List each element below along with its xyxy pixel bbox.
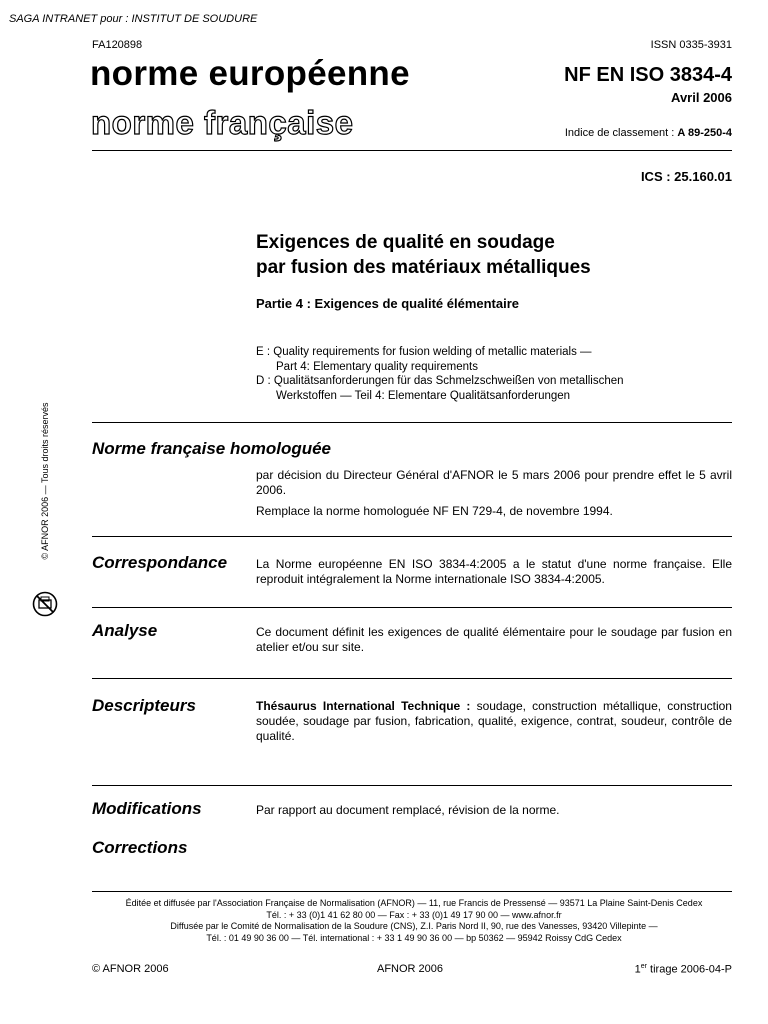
document-title-line2: par fusion des matériaux métalliques (256, 257, 591, 278)
section-title-homologuee: Norme française homologuée (92, 439, 332, 458)
issn: ISSN 0335-3931 (650, 39, 732, 51)
document-code: FA120898 (92, 39, 143, 51)
translation-german-1: D : Qualitätsanforderungen für das Schmelzschweißen von metallischen (256, 375, 624, 387)
footer-line-1: Éditée et diffusée par l'Association Française de Normalisation (AFNOR) — 11, rue Francis de Pressensé — 93571 La Plaine Saint-Denis Cedex (125, 898, 703, 908)
section-text-homologuee-decision: par décision du Directeur Général d'AFNOR le 5 mars 2006 pour prendre effet le 5 avril 2006. (256, 468, 732, 497)
ics-code: ICS : 25.160.01 (640, 169, 732, 184)
thesaurus-keywords: soudage, construction métallique, construction soudée, soudage par fusion, fabrication, qualité, exigence, contrat, soudeur, contrôle de qualité. (256, 699, 732, 743)
section-text-descripteurs (256, 699, 732, 744)
section-title-modifications: Modifications (92, 799, 202, 818)
footer-center-label: AFNOR 2006 (377, 963, 444, 975)
section-title-corrections: Corrections (92, 838, 188, 857)
title-french-standard: norme française (91, 104, 354, 141)
title-european-standard: norme européenne (90, 54, 410, 93)
footer-line-4: Tél. : 01 49 90 36 00 — Tél. international : + 33 1 49 90 36 00 — bp 50362 — 95942 Roissy CdG Cedex (206, 932, 622, 943)
footer-line-3: Diffusée par le Comité de Normalisation de la Soudure (CNS), Z.I. Paris Nord II, 90, rue des Vanesses, 93420 Villepinte — (170, 921, 658, 931)
standard-number: NF EN ISO 3834-4 (564, 64, 732, 86)
section-divider-modifications (92, 785, 732, 786)
document-title (256, 230, 591, 280)
print-run-number: 1 (634, 963, 641, 976)
footer-divider (92, 891, 732, 892)
section-divider-homologuee (92, 422, 732, 423)
footer-publisher-info (60, 898, 768, 944)
header-divider (92, 150, 732, 151)
print-run-superscript: er (640, 963, 647, 970)
print-run-text: tirage 2006-04-P (647, 963, 732, 976)
classification-index (565, 127, 732, 139)
section-divider-analyse (92, 607, 732, 608)
side-copyright-text: © AFNOR 2006 — Tous droits réservés (40, 402, 50, 560)
section-text-homologuee-replaces: Remplace la norme homologuée NF EN 729-4, de novembre 1994. (256, 504, 613, 518)
footer-print-run (635, 963, 732, 976)
translation-german-2: Werkstoffen — Teil 4: Elementare Qualitätsanforderungen (276, 389, 571, 402)
side-copyright (35, 400, 55, 572)
document-part: Partie 4 : Exigences de qualité élémentaire (256, 296, 520, 311)
footer-line-2: Tél. : + 33 (0)1 41 62 80 00 — Fax : + 33 (0)1 49 17 90 00 — www.afnor.fr (266, 909, 562, 920)
publication-date: Avril 2006 (671, 90, 732, 105)
translation-english-1: E : Quality requirements for fusion welding of metallic materials — (256, 346, 592, 358)
section-title-analyse: Analyse (92, 621, 158, 640)
classification-index-value: A 89-250-4 (677, 127, 732, 139)
footer-copyright: © AFNOR 2006 (92, 963, 169, 975)
document-title-line1: Exigences de qualité en soudage (256, 232, 555, 253)
section-divider-correspondance (92, 536, 732, 537)
section-divider-descripteurs (92, 678, 732, 679)
section-title-descripteurs: Descripteurs (92, 696, 196, 715)
section-text-modifications: Par rapport au document remplacé, révision de la norme. (256, 803, 560, 817)
classification-index-label: Indice de classement : (564, 127, 675, 139)
no-photocopy-icon (32, 591, 58, 617)
thesaurus-label: Thésaurus International Technique : (256, 699, 471, 713)
section-text-correspondance: La Norme européenne EN ISO 3834-4:2005 a le statut d'une norme française. Elle reproduit intégralement la Norme internationale ISO 3834-4:2005. (256, 557, 732, 586)
intranet-label: SAGA INTRANET pour : INSTITUT DE SOUDURE (9, 13, 258, 25)
section-title-correspondance: Correspondance (92, 553, 228, 572)
section-text-analyse: Ce document définit les exigences de qualité élémentaire pour le soudage par fusion en atelier et/ou sur site. (256, 625, 732, 654)
translations (256, 345, 624, 403)
translation-english-2: Part 4: Elementary quality requirements (276, 360, 478, 373)
